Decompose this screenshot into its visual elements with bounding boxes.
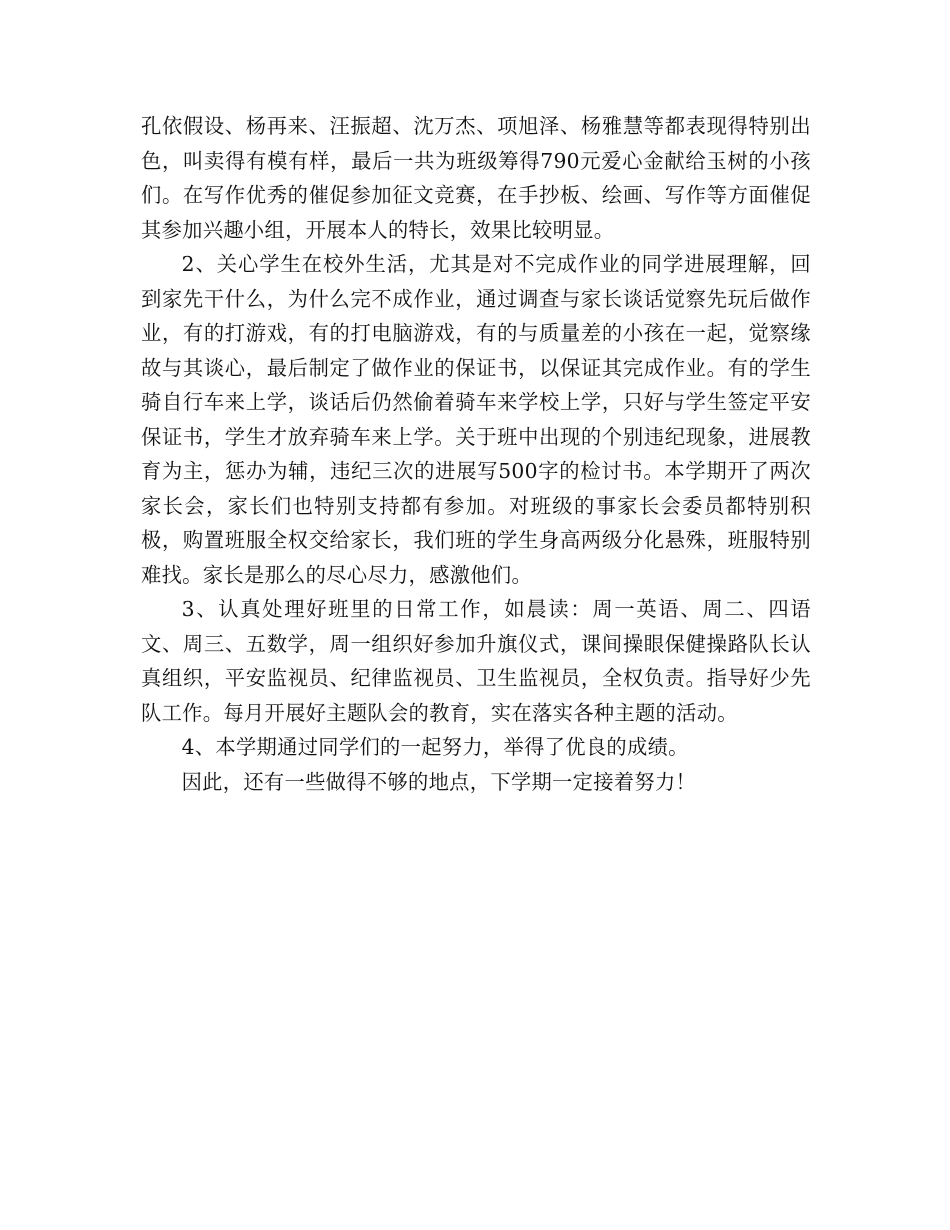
paragraph-item-3: 3、认真处理好班里的日常工作，如晨读：周一英语、周二、四语文、周三、五数学，周一组织好参加升旗仪式，课间操眼保健操路队长认真组织，平安监视员、纪律监视员、卫生监视员，全权负责。指导好少先队工作。每月开展好主题队会的教育，实在落实各种主题的活动。 (141, 597, 811, 725)
paragraph-continuation: 孔依假设、杨再来、汪振超、沈万杰、项旭泽、杨雅慧等都表现得特别出色，叫卖得有模有样，最后一共为班级筹得790元爱心金献给玉树的小孩们。在写作优秀的催促参加征文竞赛，在手抄板、绘画、写作等方面催促其参加兴趣小组，开展本人的特长，效果比较明显。 (141, 114, 811, 242)
paragraph-item-2: 2、关心学生在校外生活，尤其是对不完成作业的同学进展理解，回到家先干什么，为什么完不成作业，通过调查与家长谈话觉察先玩后做作业，有的打游戏，有的打电脑游戏，有的与质量差的小孩在一起，觉察缘故与其谈心，最后制定了做作业的保证书，以保证其完成作业。有的学生骑自行车来上学，谈话后仍然偷着骑车来学校上学，只好与学生签定平安保证书，学生才放弃骑车来上学。关于班中出现的个别违纪现象，进展教育为主，惩办为辅，违纪三次的进展写500字的检讨书。本学期开了两次家长会，家长们也特别支持都有参加。对班级的事家长会委员都特别积极，购置班服全权交给家长，我们班的学生身高两级分化悬殊，班服特别难找。家长是那么的尽心尽力，感激他们。 (141, 252, 811, 587)
paragraph-conclusion: 因此，还有一些做得不够的地点，下学期一定接着努力！ (181, 769, 697, 794)
document-body (141, 109, 811, 799)
paragraph-item-4: 4、本学期通过同学们的一起努力，举得了优良的成绩。 (181, 735, 689, 759)
